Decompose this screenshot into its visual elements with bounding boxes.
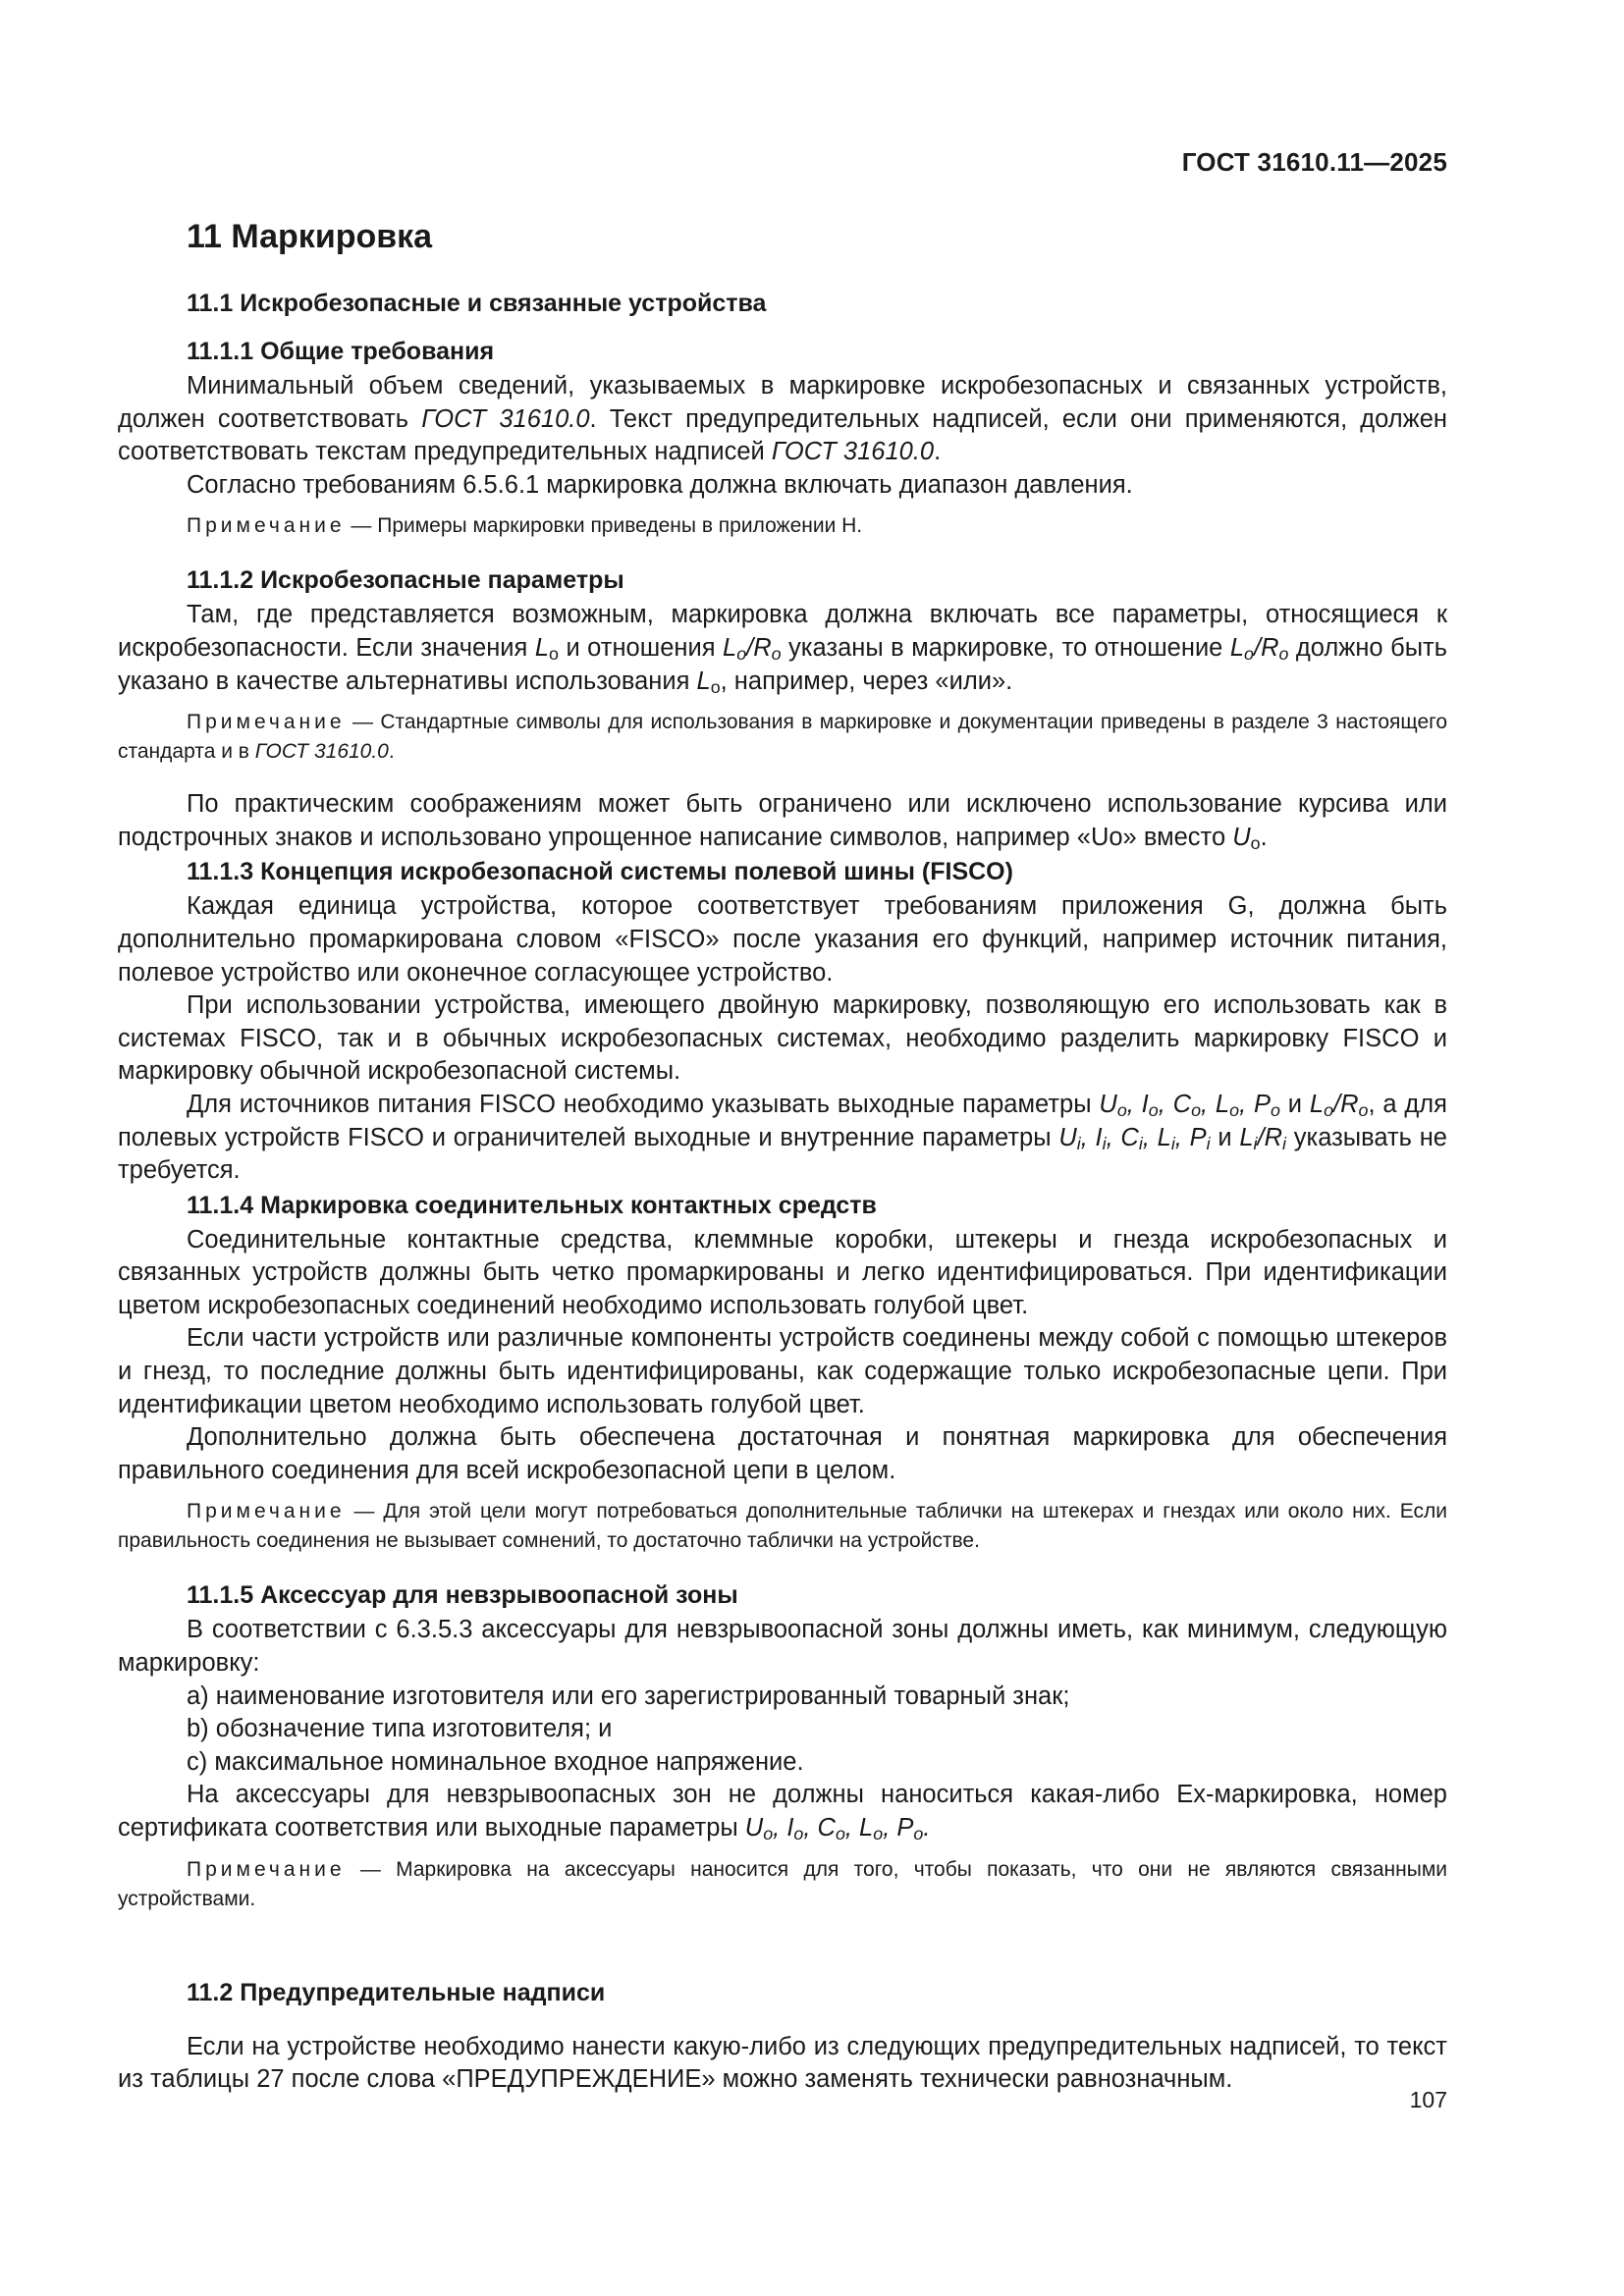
- note-11-1-2: Примечание — Стандартные символы для использования в маркировке и документации приведены в разделе 3 настоящего стандарта и в ГОСТ 31610.0.: [118, 711, 1447, 764]
- subsection-11-1-title: 11.1 Искробезопасные и связанные устройства: [187, 290, 767, 317]
- clause-11-1-2-title: 11.1.2 Искробезопасные параметры: [187, 566, 624, 595]
- note-11-1-4: Примечание — Для этой цели могут потребоваться дополнительные таблички на штекерах и гнездах или около них. Если правильность соединения не вызывает сомнений, то достаточно таблички на устройстве.: [118, 1500, 1447, 1553]
- clause-11-1-3-paragraph-2: При использовании устройства, имеющего двойную маркировку, позволяющую его использовать как в системах FISCO, так и в обычных искробезопасных системах, необходимо разделить маркировку FISCO и маркировку обычной искробезопасной системы.: [118, 991, 1447, 1086]
- note-11-1-1: Примечание — Примеры маркировки приведены в приложении H.: [187, 514, 863, 538]
- clause-11-1-1-paragraph-1: Минимальный объем сведений, указываемых в маркировке искробезопасных и связанных устройств, должен соответствовать ГОСТ 31610.0. Текст предупредительных надписей, если они применяются, должен соответствовать текстам предупредительных надписей ГОСТ 31610.0.: [118, 372, 1447, 466]
- page-number: 107: [1409, 2087, 1447, 2112]
- clause-11-1-4-paragraph-3: Дополнительно должна быть обеспечена достаточная и понятная маркировка для обеспечения правильного соединения для всей искробезопасной цепи в целом.: [118, 1423, 1447, 1484]
- clause-11-1-3-paragraph-3: Для источников питания FISCO необходимо указывать выходные параметры $U_o$, $I_o$, $C_o$, $L_o$, $P_o$ и $L_o/R_o$, а для полевых устройств FISCO и ограничителей выходные и внутренние параметры $U_i$, $I_i$, $C_i$, $L_i$, $P_i$ и $L_i/R_i$ указывать не требуется.: [118, 1090, 1447, 1185]
- clause-11-1-4-title: 11.1.4 Маркировка соединительных контактных средств: [187, 1191, 877, 1219]
- document-code: ГОСТ 31610.11—2025: [1181, 147, 1447, 177]
- subsection-11-2-title: 11.2 Предупредительные надписи: [187, 1978, 606, 2006]
- note-11-1-5: Примечание — Маркировка на аксессуары наносится для того, чтобы показать, что они не являются связанными устройствами.: [118, 1857, 1447, 1910]
- clause-11-1-4-paragraph-2: Если части устройств или различные компоненты устройств соединены между собой с помощью штекеров и гнезд, то последние должны быть идентифицированы, как содержащие только искробезопасные цепи. При идентификации цветом необходимо использовать голубой цвет.: [118, 1324, 1447, 1418]
- standard-reference: ГОСТ 31610.0: [421, 404, 590, 433]
- list-item: c) максимальное номинальное входное напряжение.: [187, 1747, 804, 1776]
- clause-11-1-3-title: 11.1.3 Концепция искробезопасной системы полевой шины (FISCO): [187, 858, 1013, 886]
- clause-11-1-5-paragraph-1: В соответствии с 6.3.5.3 аксессуары для невзрывоопасной зоны должны иметь, как минимум, следующую маркировку:: [118, 1616, 1447, 1678]
- page-content: [118, 218, 1447, 2097]
- clause-11-1-5-title: 11.1.5 Аксессуар для невзрывоопасной зоны: [187, 1581, 738, 1610]
- clause-11-1-2-paragraph-2: По практическим соображениям может быть ограничено или исключено использование курсива или подстрочных знаков и использовано упрощенное написание символов, например «Uo» вместо $U_o$.: [118, 790, 1447, 853]
- clause-11-1-2-paragraph-1: Там, где представляется возможным, маркировка должна включать все параметры, относящиеся к искробезопасности. Если значения $L_o$ и отношения $L_o/R_o$ указаны в маркировке, то отношение $L_o/R_o$ должно быть указано в качестве альтернативы использования $L_o$, например, через «или».: [118, 601, 1447, 697]
- section-title: 11 Маркировка: [187, 218, 433, 255]
- clause-11-1-4-paragraph-1: Соединительные контактные средства, клеммные коробки, штекеры и гнезда искробезопасных и связанных устройств должны быть четко промаркированы и легко идентифицироваться. При идентификации цветом искробезопасных соединений необходимо использовать голубой цвет.: [118, 1225, 1447, 1319]
- list-item: b) обозначение типа изготовителя; и: [187, 1715, 613, 1743]
- clause-11-1-3-paragraph-1: Каждая единица устройства, которое соответствует требованиям приложения G, должна быть дополнительно промаркирована словом «FISCO» после указания его функций, например источник питания, полевое устройство или оконечное согласующее устройство.: [118, 892, 1447, 987]
- clause-11-2-paragraph-1: Если на устройстве необходимо нанести какую-либо из следующих предупредительных надписей, то текст из таблицы 27 после слова «ПРЕДУПРЕЖДЕНИЕ» можно заменять технически равнозначным.: [118, 2032, 1447, 2094]
- clause-11-1-1-paragraph-2: Согласно требованиям 6.5.6.1 маркировка должна включать диапазон давления.: [187, 470, 1133, 499]
- clause-11-1-5-paragraph-2: На аксессуары для невзрывоопасных зон не должны наноситься какая-либо Ex-маркировка, номер сертификата соответствия или выходные параметры $U_o$, $I_o$, $C_o$, $L_o$, $P_o$.: [118, 1781, 1447, 1843]
- clause-11-1-1-title: 11.1.1 Общие требования: [187, 338, 495, 365]
- list-item: a) наименование изготовителя или его зарегистрированный товарный знак;: [187, 1682, 1070, 1710]
- standard-reference: ГОСТ 31610.0: [771, 438, 935, 466]
